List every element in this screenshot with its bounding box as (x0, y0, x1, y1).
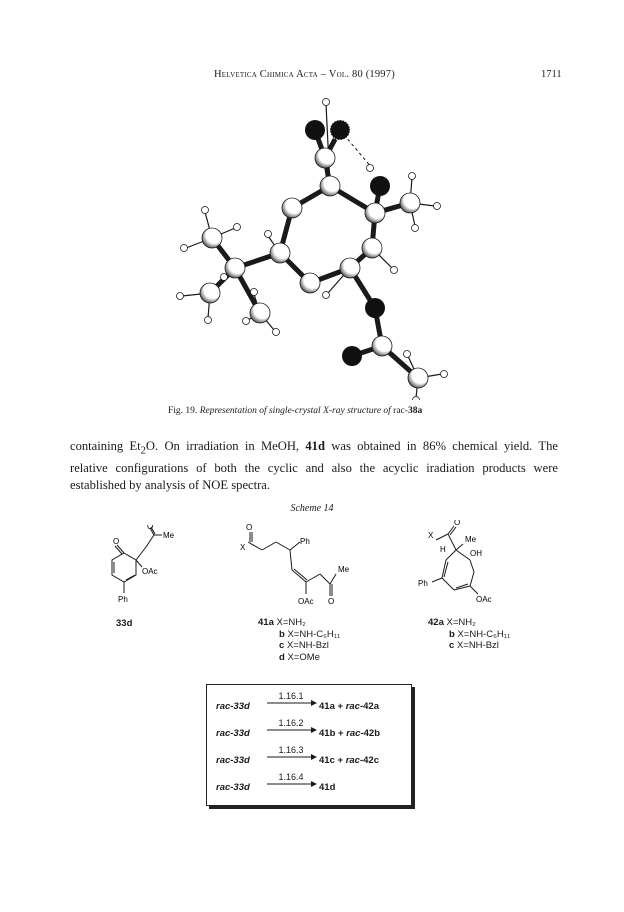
reaction-arrow-icon (267, 754, 317, 760)
structure-42 (418, 520, 508, 612)
body-text-part: O. On irradiation in MeOH, (145, 439, 306, 453)
variant-label: c (279, 640, 285, 651)
variant-text: X=NH-C₆H₁₁ (457, 628, 511, 640)
variant-label: c (449, 640, 455, 651)
variant-text: X=NH₂ (446, 617, 476, 628)
structure-41 (240, 522, 370, 614)
atom-label: O (246, 523, 253, 532)
atom-label: H (440, 545, 446, 554)
product-plus: + (334, 755, 346, 766)
atom-label: O (147, 525, 154, 531)
reaction-starting-material: rac-33d (216, 755, 250, 766)
atom-label: Me (163, 531, 175, 540)
atom-label: O (113, 537, 120, 546)
atom-label: OH (470, 549, 482, 558)
atom-label: OAc (298, 597, 314, 606)
xray-structure-figure (150, 88, 460, 400)
atom-label: Ph (300, 537, 310, 546)
product-plus: + (334, 701, 346, 712)
variant-row (428, 617, 510, 629)
variant-row (428, 640, 510, 652)
reaction-starting-material: rac-33d (216, 728, 250, 739)
variant-text: X=NH₂ (276, 617, 306, 628)
reaction-row (207, 691, 411, 713)
product-main: 41b (319, 728, 336, 739)
reaction-condition: 1.16.4 (278, 772, 304, 782)
structure-33d (104, 525, 184, 615)
page-number: 1711 (541, 69, 562, 80)
reaction-condition: 1.16.2 (278, 718, 304, 728)
figure-caption-text: Representation of single-crystal X-ray structure of (199, 406, 391, 416)
variant-row (258, 617, 340, 629)
atom-label: O (328, 597, 335, 606)
variant-label: 42a (428, 617, 444, 628)
body-text-compound: 41d (305, 439, 325, 453)
variant-text: X=NH-Bzl (286, 640, 329, 651)
figure-caption (168, 406, 422, 416)
reaction-conditions-box (206, 684, 412, 806)
product-main: 41a (319, 701, 335, 712)
atom-label: O (454, 520, 461, 527)
variant-label: d (279, 651, 285, 663)
body-text-part: was obtained in 86% chemical yield. The relative configurations of both the cyclic and also the acyclic iradiation products were established by analysis of NOE spectra. (70, 439, 558, 492)
variant-text: X=NH-C₆H₁₁ (287, 628, 341, 640)
reaction-condition: 1.16.1 (278, 691, 304, 701)
atom-label: OAc (142, 567, 158, 576)
variant-label: b (279, 628, 285, 640)
body-paragraph (70, 438, 558, 493)
variant-row (258, 629, 340, 641)
variant-row (428, 629, 510, 641)
reaction-row (207, 718, 411, 740)
figure-caption-label: Fig. 19. (168, 406, 198, 416)
variants-42 (428, 617, 510, 652)
reaction-arrow-icon (267, 781, 317, 787)
reaction-arrow-icon (267, 700, 317, 706)
body-text-part: containing Et (70, 439, 141, 453)
body-text-subscript: 2 (140, 445, 146, 457)
reaction-row (207, 745, 411, 767)
atom-label: X (240, 543, 246, 552)
reaction-products (319, 728, 380, 739)
atom-label: Ph (418, 579, 428, 588)
reaction-products (319, 755, 379, 766)
reaction-starting-material: rac-33d (216, 701, 250, 712)
journal-title: Helvetica Chimica Acta – Vol. 80 (1997) (214, 69, 395, 80)
variant-text: X=OMe (287, 651, 320, 663)
product-rac: rac- (345, 701, 364, 712)
product-rac: rac- (346, 728, 364, 739)
reaction-arrow-icon (267, 727, 317, 733)
reaction-starting-material: rac-33d (216, 782, 250, 793)
atom-label: Me (465, 535, 477, 544)
atom-label: X (428, 531, 434, 540)
atom-label: Me (338, 565, 350, 574)
compound-label-33d: 33d (116, 618, 133, 629)
product-main: 41c (319, 755, 335, 766)
variants-41 (258, 617, 340, 663)
product-second: 42a (363, 701, 379, 712)
reaction-products (319, 782, 335, 793)
variant-row (258, 640, 340, 652)
reaction-row (207, 772, 411, 794)
variant-text: X=NH-Bzl (456, 640, 499, 651)
product-second: 42b (363, 728, 381, 739)
atom-label: Ph (118, 595, 128, 604)
figure-caption-compound: 38a (407, 406, 423, 416)
variant-label: b (449, 628, 455, 640)
scheme-title: Scheme 14 (290, 503, 334, 514)
product-main: 41d (319, 782, 336, 793)
atom-label: OAc (476, 595, 492, 604)
hydrogen-atoms (177, 99, 448, 401)
figure-caption-rac: rac- (393, 406, 408, 416)
variant-row (258, 652, 340, 664)
product-rac: rac- (345, 755, 364, 766)
product-second: 42c (363, 755, 379, 766)
variant-label: 41a (258, 617, 274, 628)
product-plus: + (335, 728, 347, 739)
reaction-products (319, 701, 379, 712)
reaction-condition: 1.16.3 (278, 745, 304, 755)
